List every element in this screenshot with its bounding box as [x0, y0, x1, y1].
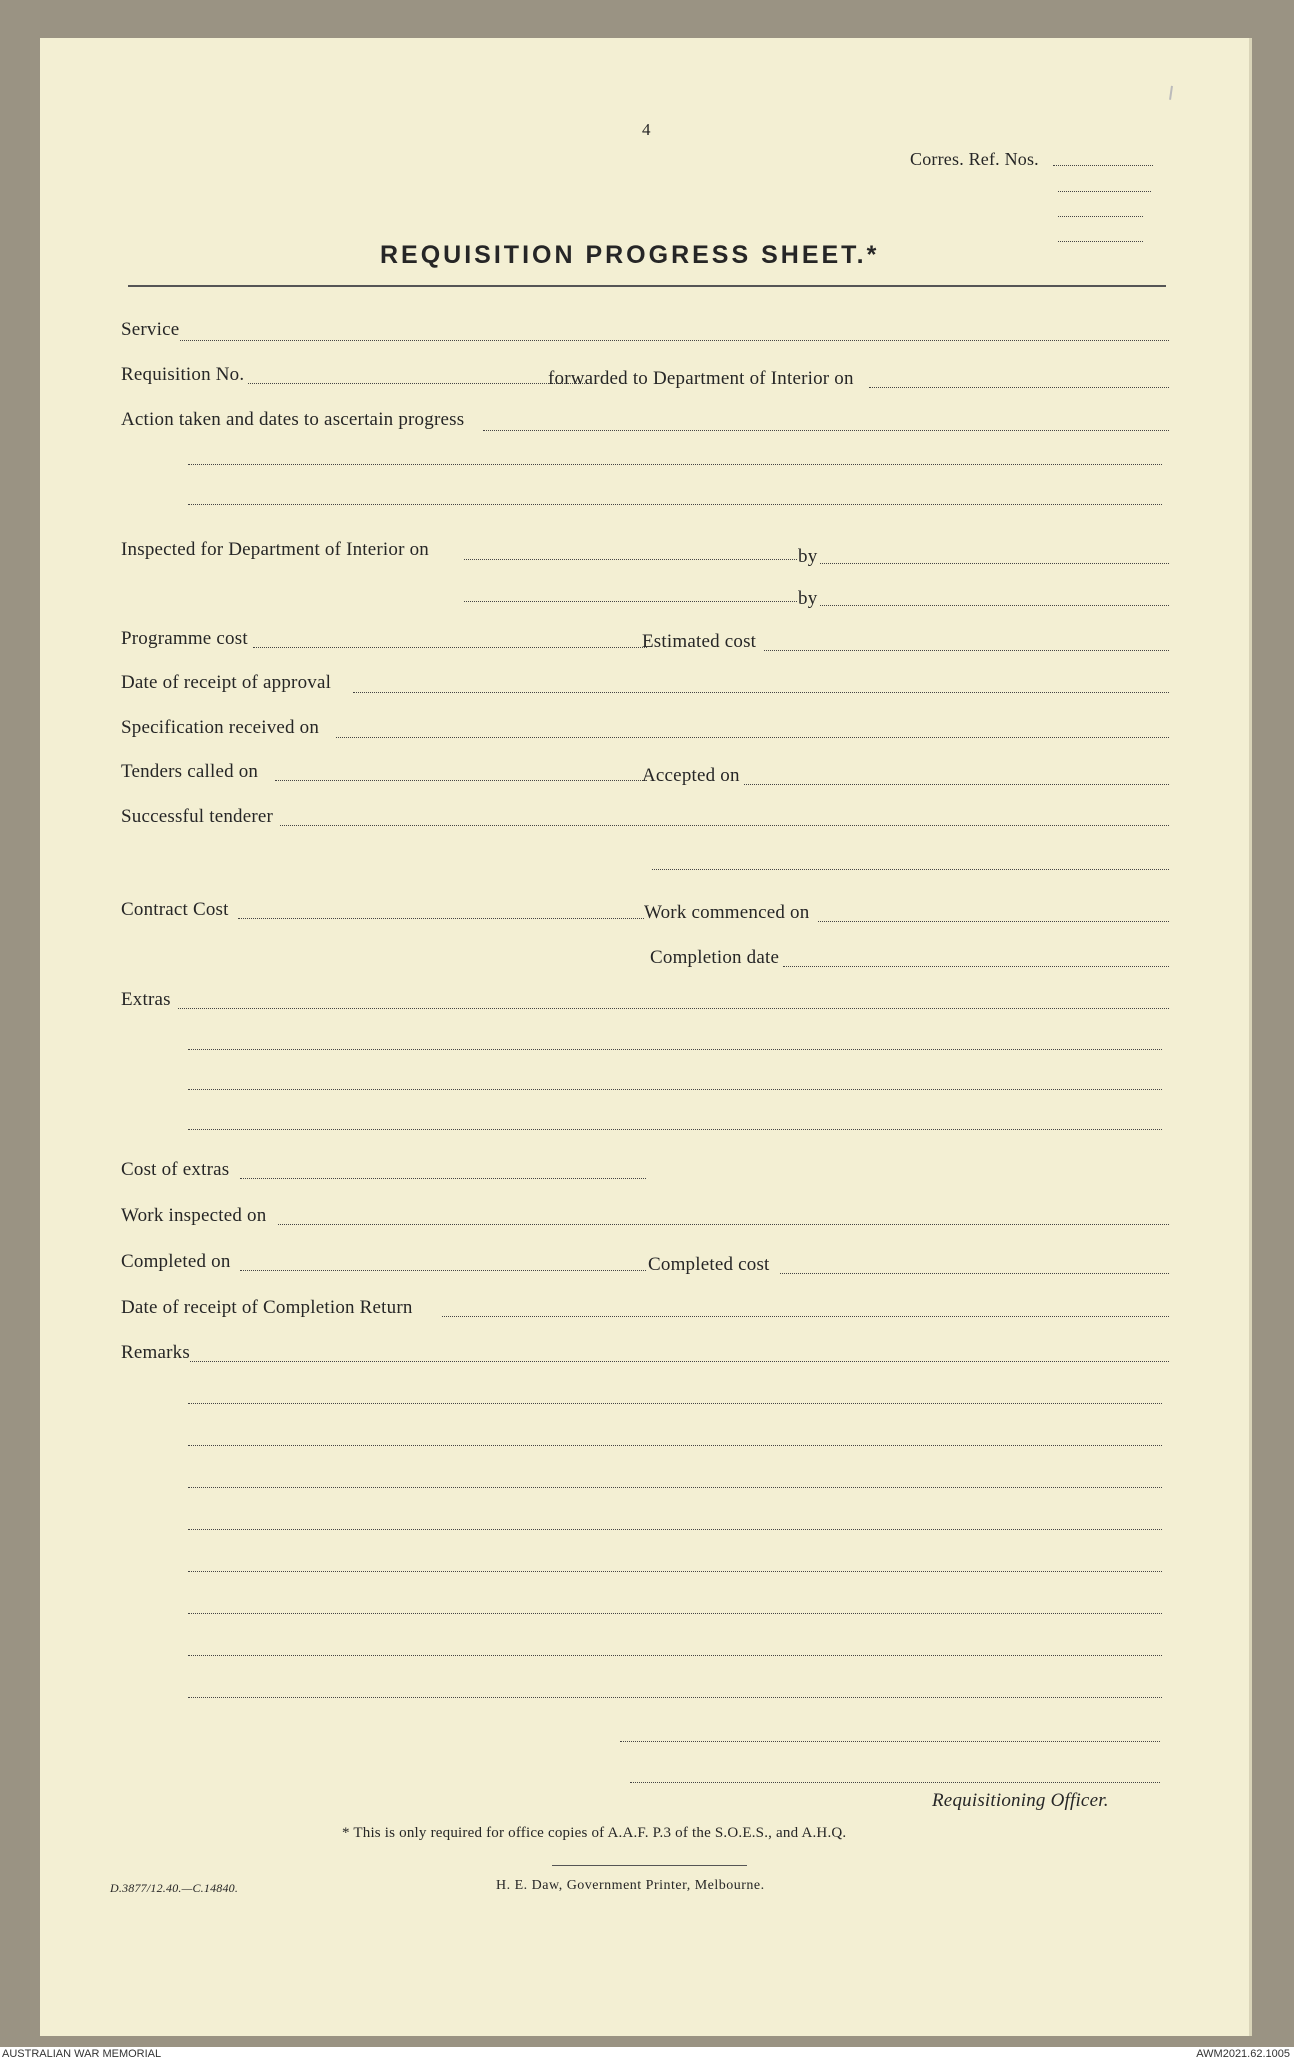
date-receipt-approval-field[interactable] [353, 692, 1169, 693]
remarks-line-4[interactable] [188, 1487, 1162, 1488]
extras-label: Extras [121, 989, 171, 1010]
tenders-called-label: Tenders called on [121, 761, 259, 782]
print-code: D.3877/12.40.—C.14840. [110, 1881, 239, 1895]
inspected-date-field[interactable] [464, 559, 797, 560]
signature-line-2[interactable] [630, 1782, 1160, 1783]
page-number: 4 [642, 120, 651, 139]
programme-cost-label: Programme cost [121, 628, 248, 649]
specification-field[interactable] [336, 737, 1169, 738]
archive-strip [0, 2047, 1294, 2061]
programme-cost-field[interactable] [253, 647, 647, 648]
action-taken-label: Action taken and dates to ascertain progress [121, 409, 465, 430]
corres-ref-label: Corres. Ref. Nos. [910, 149, 1039, 169]
corres-ref-line-4[interactable] [1058, 241, 1143, 242]
corres-ref-line-3[interactable] [1058, 216, 1143, 217]
completed-cost-field[interactable] [780, 1273, 1169, 1274]
form-sheet [40, 38, 1252, 2036]
completion-date-label: Completion date [650, 947, 780, 968]
forwarded-label: forwarded to Department of Interior on [548, 368, 854, 389]
tenders-called-field[interactable] [275, 780, 647, 781]
specification-label: Specification received on [121, 717, 320, 738]
successful-tenderer-line-2[interactable] [652, 869, 1169, 870]
contract-cost-field[interactable] [238, 918, 644, 919]
by-label-2: by [798, 588, 818, 609]
work-commenced-label: Work commenced on [644, 902, 810, 923]
corner-mark [1169, 86, 1175, 100]
archive-right-caption: AWM2021.62.1005 [1196, 2048, 1290, 2060]
successful-tenderer-label: Successful tenderer [121, 806, 274, 827]
printer-rule [552, 1865, 747, 1866]
footnote: * This is only required for office copies of A.A.F. P.3 of the S.O.E.S., and A.H.Q. [342, 1825, 847, 1841]
estimated-cost-label: Estimated cost [642, 631, 757, 652]
accepted-on-label: Accepted on [642, 765, 740, 786]
contract-cost-label: Contract Cost [121, 899, 229, 920]
inspected-label: Inspected for Department of Interior on [121, 539, 429, 560]
successful-tenderer-field[interactable] [280, 825, 1169, 826]
by-label-1: by [798, 546, 818, 567]
service-field[interactable] [180, 340, 1169, 341]
remarks-line-2[interactable] [188, 1403, 1162, 1404]
corres-ref-line-1[interactable] [1053, 165, 1153, 166]
accepted-on-field[interactable] [744, 784, 1169, 785]
inspected-date-field-2[interactable] [464, 601, 797, 602]
action-taken-line-3[interactable] [188, 504, 1162, 505]
remarks-line-6[interactable] [188, 1571, 1162, 1572]
inspected-by-field-2[interactable] [820, 605, 1169, 606]
inspected-by-field-1[interactable] [820, 563, 1169, 564]
cost-of-extras-label: Cost of extras [121, 1159, 230, 1180]
remarks-line-5[interactable] [188, 1529, 1162, 1530]
completed-cost-label: Completed cost [648, 1254, 770, 1275]
archive-left-caption: AUSTRALIAN WAR MEMORIAL [2, 2048, 162, 2060]
remarks-line-9[interactable] [188, 1697, 1162, 1698]
signature-line-1[interactable] [620, 1741, 1160, 1742]
action-taken-field[interactable] [483, 430, 1169, 431]
completed-on-field[interactable] [240, 1270, 646, 1271]
completed-on-label: Completed on [121, 1251, 231, 1272]
signature-caption: Requisitioning Officer. [932, 1790, 1109, 1811]
title-rule [128, 285, 1166, 287]
action-taken-line-2[interactable] [188, 464, 1162, 465]
work-commenced-field[interactable] [818, 921, 1169, 922]
remarks-line-3[interactable] [188, 1445, 1162, 1446]
extras-line-2[interactable] [188, 1049, 1162, 1050]
requisition-no-field[interactable] [248, 383, 585, 384]
extras-field[interactable] [178, 1008, 1169, 1009]
page-title: REQUISITION PROGRESS SHEET.* [380, 241, 880, 269]
requisition-no-label: Requisition No. [121, 364, 245, 385]
service-label: Service [121, 319, 180, 340]
extras-line-4[interactable] [188, 1129, 1162, 1130]
remarks-line-7[interactable] [188, 1613, 1162, 1614]
date-completion-return-field[interactable] [442, 1316, 1169, 1317]
date-completion-return-label: Date of receipt of Completion Return [121, 1297, 413, 1318]
remarks-line-8[interactable] [188, 1655, 1162, 1656]
cost-of-extras-field[interactable] [240, 1178, 646, 1179]
completion-date-field[interactable] [783, 966, 1169, 967]
remarks-label: Remarks [121, 1342, 190, 1363]
work-inspected-field[interactable] [278, 1224, 1169, 1225]
date-receipt-approval-label: Date of receipt of approval [121, 672, 332, 693]
work-inspected-label: Work inspected on [121, 1205, 267, 1226]
corres-ref-line-2[interactable] [1058, 191, 1151, 192]
estimated-cost-field[interactable] [764, 650, 1169, 651]
printer-imprint: H. E. Daw, Government Printer, Melbourne. [496, 1878, 765, 1893]
forwarded-field[interactable] [869, 387, 1169, 388]
remarks-field[interactable] [190, 1361, 1169, 1362]
extras-line-3[interactable] [188, 1089, 1162, 1090]
